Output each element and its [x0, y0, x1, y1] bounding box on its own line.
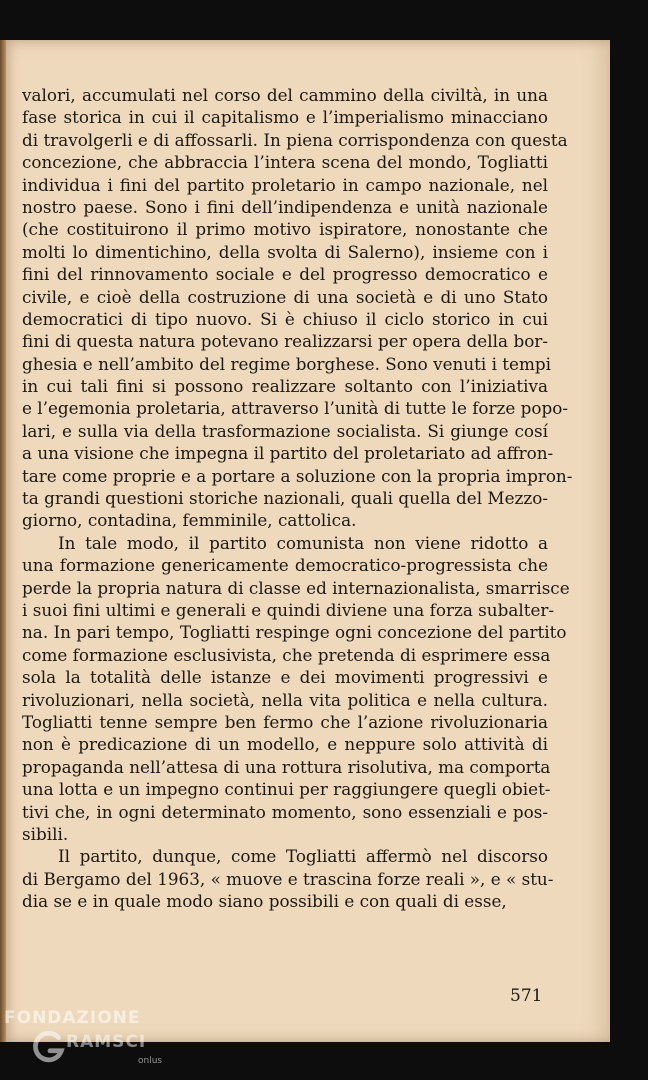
paragraph	[22, 845, 554, 912]
text-line: di Bergamo del 1963, « muove e trascina forze reali », e « stu-	[22, 868, 554, 889]
text-line: individua i fini del partito proletario in campo nazionale, nel	[22, 174, 548, 195]
text-line: e l’egemonia proletaria, attraverso l’unità di tutte le forze popo-	[22, 398, 569, 419]
watermark-suffix: onlus	[138, 1056, 163, 1066]
text-line: in cui tali fini si possono realizzare soltanto con l’iniziativa	[22, 376, 548, 397]
text-line: nostro paese. Sono i fini dell’indipendenza e unità nazionale	[22, 196, 548, 217]
page-number: 571	[510, 986, 543, 1006]
text-line: concezione, che abbraccia l’intera scena del mondo, Togliatti	[22, 152, 548, 173]
text-line: giorno, contadina, femminile, cattolica.	[22, 510, 357, 531]
text-line: tare come proprie e a portare a soluzione con la propria impron-	[22, 465, 573, 486]
text-line: ta grandi questioni storiche nazionali, quali quella del Mezzo-	[22, 488, 548, 509]
text-line: una formazione genericamente democratico-progressista che	[22, 555, 548, 576]
text-line: come formazione esclusivista, che pretenda di esprimere essa	[22, 644, 551, 665]
text-line: In tale modo, il partito comunista non viene ridotto a	[58, 532, 548, 553]
text-line: perde la propria natura di classe ed internazionalista, smarrisce	[22, 577, 570, 598]
text-line: lari, e sulla via della trasformazione socialista. Si giunge cosí	[22, 420, 548, 441]
text-line: sibili.	[22, 823, 69, 844]
text-line: dia se e in quale modo siano possibili e con quali di esse,	[22, 891, 507, 912]
text-line: sola la totalità delle istanze e dei movimenti progressivi e	[22, 667, 548, 688]
text-line: civile, e cioè della costruzione di una società e di uno Stato	[22, 286, 548, 307]
paragraph	[22, 84, 573, 532]
g-letter-icon	[30, 1028, 68, 1066]
page-binding-edge	[0, 40, 6, 1042]
text-line: na. In pari tempo, Togliatti respinge ogni concezione del partito	[22, 622, 567, 643]
text-line: non è predicazione di un modello, e neppure solo attività di	[22, 734, 548, 755]
text-line: molti lo dimentichino, della svolta di Salerno), insieme con i	[22, 241, 548, 262]
text-line: fase storica in cui il capitalismo e l’imperialismo minacciano	[22, 107, 548, 128]
watermark-line2: RAMSCI	[66, 1032, 147, 1052]
body-text	[22, 84, 573, 912]
text-line: democratici di tipo nuovo. Si è chiuso il ciclo storico in cui	[22, 308, 548, 329]
text-line: ghesia e nell’ambito del regime borghese. Sono venuti i tempi	[22, 353, 551, 374]
text-line: i suoi fini ultimi e generali e quindi diviene una forza subalter-	[22, 599, 555, 620]
watermark-line1: FONDAZIONE	[4, 1008, 141, 1028]
text-line: propaganda nell’attesa di una rottura risolutiva, ma comporta	[22, 756, 551, 777]
text-line: a una visione che impegna il partito del proletariato ad affron-	[22, 443, 554, 464]
text-line: fini di questa natura potevano realizzarsi per opera della bor-	[22, 331, 548, 352]
text-line: fini del rinnovamento sociale e del progresso democratico e	[22, 264, 548, 285]
paragraph	[22, 532, 570, 845]
text-line: tivi che, in ogni determinato momento, sono essenziali e pos-	[22, 801, 548, 822]
text-line: valori, accumulati nel corso del cammino della civiltà, in una	[22, 85, 548, 105]
text-line: rivoluzionari, nella società, nella vita politica e nella cultura.	[22, 689, 548, 710]
text-line: (che costituirono il primo motivo ispiratore, nonostante che	[22, 219, 548, 240]
text-line: di travolgerli e di affossarli. In piena corrispondenza con questa	[22, 129, 568, 150]
text-line: una lotta e un impegno continui per raggiungere quegli obiet-	[22, 779, 551, 800]
text-line: Il partito, dunque, come Togliatti affermò nel discorso	[58, 846, 548, 867]
text-line: Togliatti tenne sempre ben fermo che l’azione rivoluzionaria	[22, 711, 548, 732]
fondazione-gramsci-watermark	[4, 1008, 164, 1074]
